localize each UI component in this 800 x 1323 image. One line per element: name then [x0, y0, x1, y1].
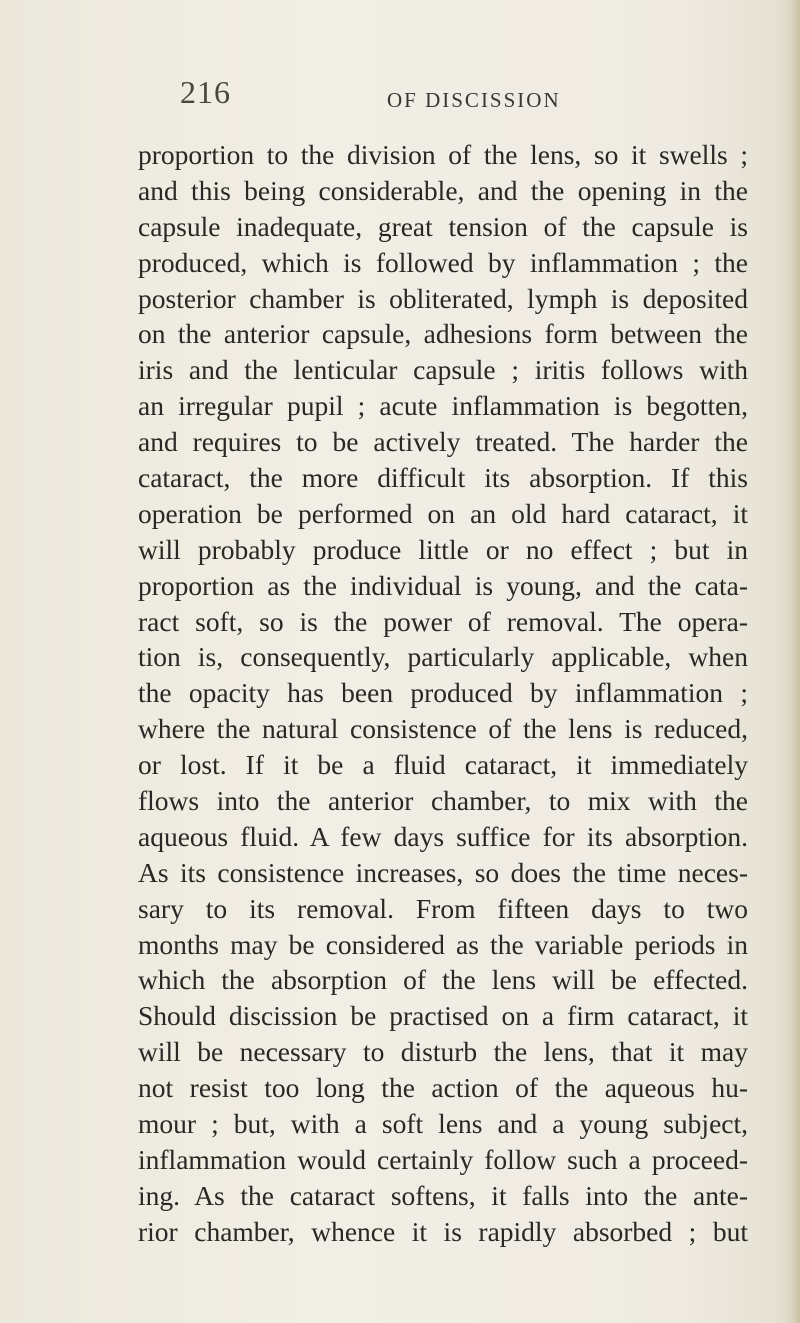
text-line: capsule inadequate, great tension of the capsule is [138, 210, 748, 242]
page-number: 216 [180, 74, 231, 110]
text-line: produced, which is followed by inflammation ; the [138, 246, 748, 278]
text-line: will probably produce little or no effect ; but in [138, 533, 748, 565]
text-line: an irregular pupil ; acute inflammation is begotten, [138, 390, 748, 422]
text-line: the opacity has been produced by inflammation ; [138, 677, 748, 709]
text-line: proportion to the division of the lens, so it swells ; [138, 139, 748, 170]
running-title: OF DISCISSION [387, 88, 561, 112]
text-line: Should discission be practised on a firm cataract, it [138, 1000, 748, 1032]
text-line: cataract, the more difficult its absorption. If this [138, 462, 748, 494]
text-line: inflammation would certainly follow such a proceed- [138, 1143, 748, 1175]
text-line: and this being considerable, and the opening in the [138, 174, 748, 206]
text-line: ract soft, so is the power of removal. The opera- [138, 605, 748, 637]
text-line: will be necessary to disturb the lens, that it may [138, 1036, 748, 1068]
text-line: flows into the anterior chamber, to mix with the [138, 785, 748, 817]
text-line: not resist too long the action of the aqueous hu- [138, 1072, 748, 1104]
text-line: proportion as the individual is young, and the cata- [138, 569, 748, 601]
text-line: on the anterior capsule, adhesions form between the [138, 318, 748, 350]
text-line: rior chamber, whence it is rapidly absorbed ; but [138, 1215, 748, 1247]
body-text [138, 137, 748, 1250]
text-line: mour ; but, with a soft lens and a young subject, [138, 1108, 748, 1140]
text-line: where the natural consistence of the lens is reduced, [138, 713, 748, 745]
text-line: or lost. If it be a fluid cataract, it immediately [138, 749, 748, 781]
text-line: tion is, consequently, particularly applicable, when [138, 641, 748, 673]
text-line: As its consistence increases, so does the time neces- [138, 856, 748, 888]
text-line: and requires to be actively treated. The harder the [138, 426, 748, 458]
text-line: operation be performed on an old hard cataract, it [138, 497, 748, 529]
text-line: which the absorption of the lens will be effected. [138, 964, 748, 996]
text-line: iris and the lenticular capsule ; iritis follows with [138, 354, 748, 386]
text-line: months may be considered as the variable periods in [138, 928, 748, 960]
text-line: aqueous fluid. A few days suffice for its absorption. [138, 820, 748, 852]
text-line: posterior chamber is obliterated, lymph is deposited [138, 282, 748, 314]
text-line: sary to its removal. From fifteen days to two [138, 892, 748, 924]
text-line: ing. As the cataract softens, it falls into the ante- [138, 1179, 748, 1211]
page-edge-shadow [790, 0, 800, 1323]
